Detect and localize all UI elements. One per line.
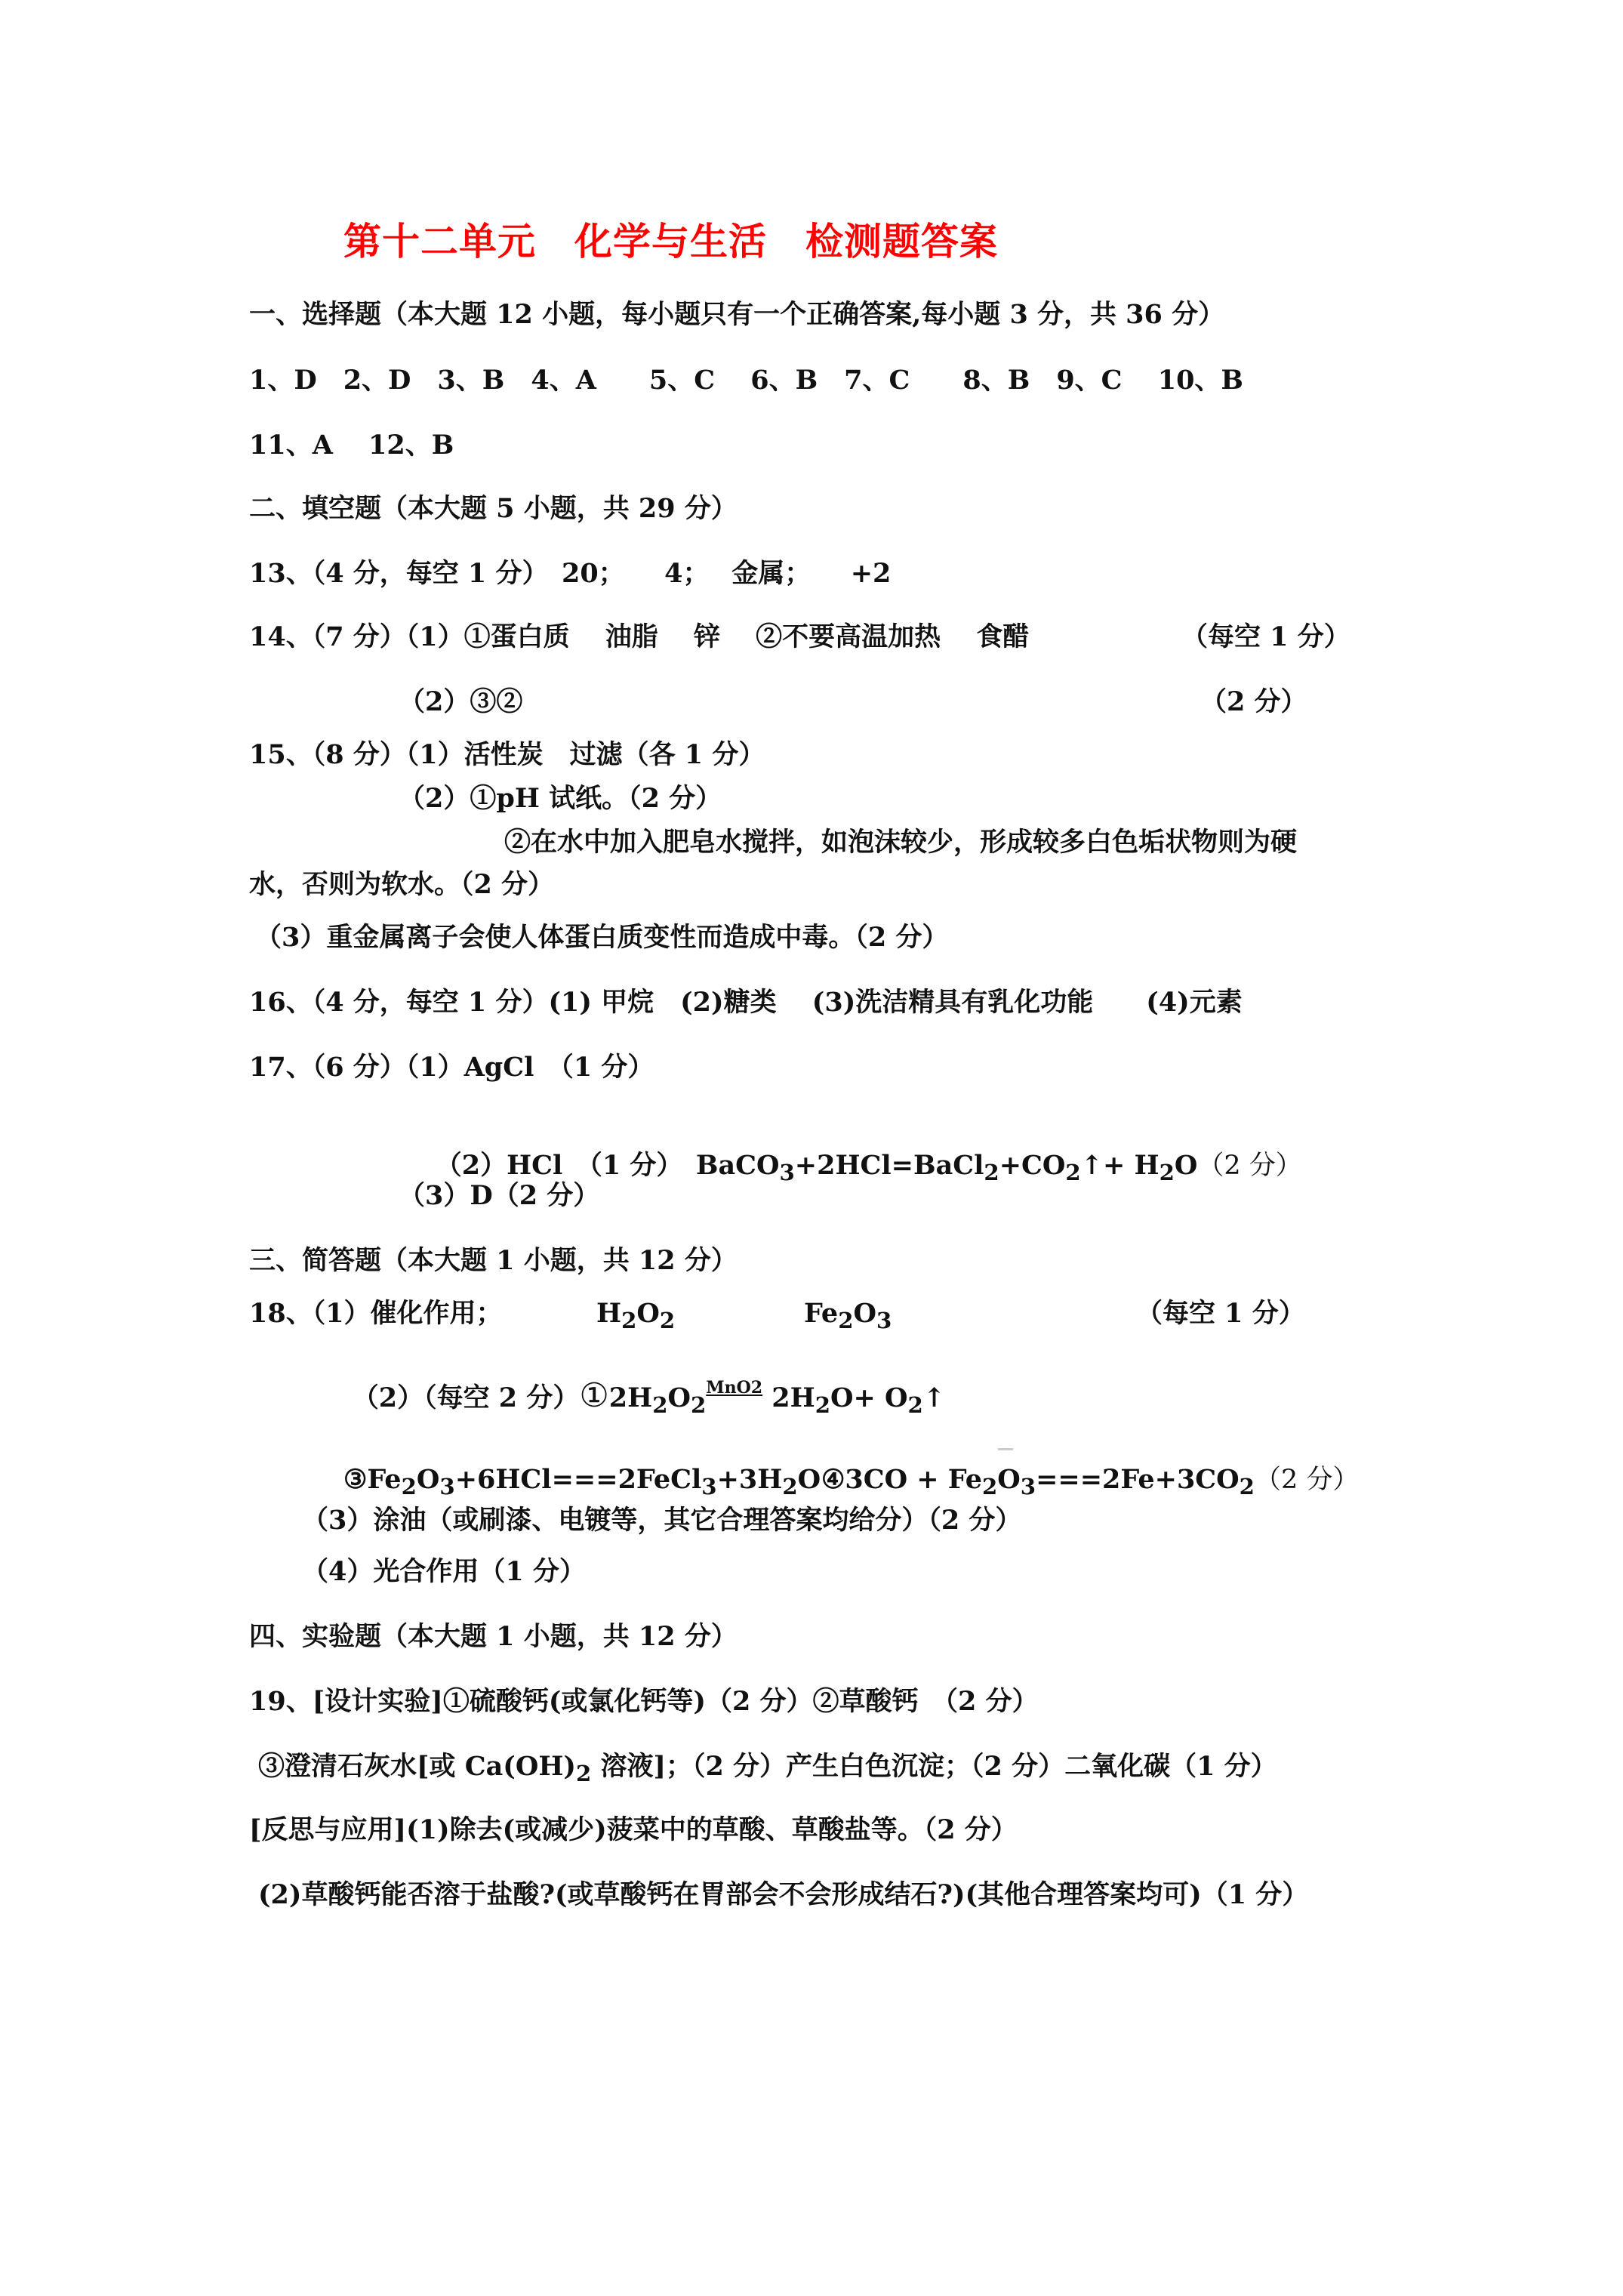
catalyst-label: MnO2 [706,1378,763,1398]
q18-line-1-label: 18、（1）催化作用； [249,1298,503,1329]
q14-line-2-score: （2 分） [1200,686,1307,717]
q15-line-3: ②在水中加入肥皂水搅拌，如泡沫较少，形成较多白色垢状物则为硬 [504,827,1298,858]
choice-answers-row-1: 1、D 2、D 3、B 4、A 5、C 6、B 7、C 8、B 9、C 10、B [249,365,1244,396]
q19-line-2: ③澄清石灰水[或 $Ca(OH)_2$ 溶液]；（2 分）产生白色沉淀；（2 分）二氧化碳（1 分） [258,1751,1277,1786]
q19-line-1: 19、[设计实验]①硫酸钙(或氯化钙等)（2 分）②草酸钙 （2 分） [249,1686,1039,1717]
section-3-heading: 三、简答题（本大题 1 小题，共 12 分） [249,1245,738,1276]
q19-line-3: [反思与应用](1)除去(或减少)菠菜中的草酸、草酸盐等。（2 分） [249,1814,1018,1845]
q15-line-4: 水，否则为软水。（2 分） [249,869,555,900]
q18-equation-4: ④3CO + $Fe_2O_3===2Fe+3CO_2(2$ 分） [821,1464,1360,1499]
section-1-heading: 一、选择题（本大题 12 小题，每小题只有一个正确答案,每小题 3 分，共 36 分） [249,299,1225,330]
section-2-heading: 二、填空题（本大题 5 小题，共 29 分） [249,493,738,524]
q17-hcl: （2）HCl （1 分） [435,1150,696,1181]
q17-equation: $BaCO_3+2HCl=BaCl_2+CO_2↑+ H_2O$ [695,1150,1198,1185]
q17-line-3: （3）D（2 分） [399,1180,600,1211]
q18-line-2-label: （2）（每空 2 分） [352,1382,580,1413]
q15-line-1: 15、（8 分）（1）活性炭 过滤（各 1 分） [249,739,765,770]
q18-h2o2: $H_2O_2$ [596,1298,676,1333]
q14-line-2: （2）③② [399,686,523,717]
section-4-heading: 四、实验题（本大题 1 小题，共 12 分） [249,1621,738,1652]
page-title: 第十二单元 化学与生活 检测题答案 [343,220,998,264]
q18-line-5: （4）光合作用（1 分） [302,1556,586,1587]
q18-line-2 [316,1338,945,1455]
q17-line-1: 17、（6 分）（1）AgCl （1 分） [249,1052,654,1083]
q18-line-1-score: （每空 1 分） [1136,1298,1305,1329]
q15-line-5: （3）重金属离子会使人体蛋白质变性而造成中毒。（2 分） [255,922,949,953]
choice-answers-row-2: 11、A 12、B [249,430,454,461]
q18-equation-4-score: （2 分） [1254,1465,1360,1495]
q19-line-4: (2)草酸钙能否溶于盐酸?(或草酸钙在胃部会不会形成结石?)(其他合理答案均可)（1 分） [258,1879,1309,1910]
q17-line-2-score: （2 分） [1197,1151,1302,1181]
q14-line-1-score: （每空 1 分） [1181,621,1350,652]
q18-equation-3: $③Fe_2O_3+6HCl===2FeCl_3+3H_2O$ [343,1464,821,1499]
q15-line-2: （2）①pH 试纸。（2 分） [399,783,722,814]
q18-fe2o3: $Fe_2O_3$ [804,1298,892,1333]
circled-one-marker: ① [579,1376,609,1415]
q18-line-4: （3）涂油（或刷漆、电镀等，其它合理答案均给分）（2 分） [302,1505,1022,1536]
q13-answer: 13、（4 分，每空 1 分） 20； 4； 金属； +2 [249,558,892,589]
scan-mark [998,1448,1013,1450]
q14-line-1: 14、（7 分）（1）①蛋白质 油脂 锌 ②不要高温加热 食醋 [249,621,1030,652]
q16-answer: 16、（4 分，每空 1 分）(1) 甲烷 (2)糖类 (3)洗洁精具有乳化功能 (4)元素 [249,987,1243,1018]
q18-decomposition-equation: $2H_2O_2^{MnO2}$ $2H_2O+$ $O_2↑$ [608,1378,946,1418]
